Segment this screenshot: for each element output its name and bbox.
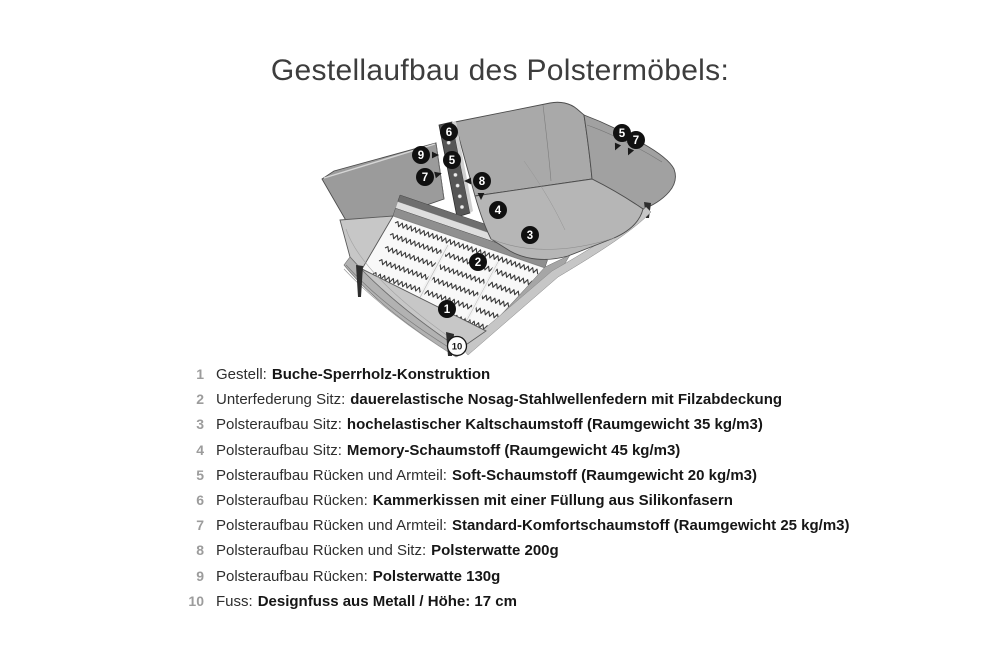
- legend-item: [180, 589, 960, 614]
- legend-text: Polsteraufbau Sitz: Memory-Schaumstoff (Raumgewicht 45 kg/m3): [216, 441, 681, 459]
- legend-text: Polsteraufbau Rücken: Polsterwatte 130g: [216, 567, 501, 585]
- legend-number: 7: [196, 517, 204, 534]
- legend-text: Unterfederung Sitz: dauerelastische Nosag-Stahlwellenfedern mit Filzabdeckung: [216, 391, 783, 409]
- legend-number: 8: [196, 542, 204, 559]
- badge-5: [443, 151, 461, 169]
- badge-9: [412, 146, 430, 164]
- page-title: Gestellaufbau des Polstermöbels:: [270, 54, 730, 87]
- svg-text:3: 3: [526, 230, 534, 242]
- sofa-illustration: [300, 98, 700, 360]
- svg-text:7: 7: [632, 135, 640, 147]
- badge-10: [448, 337, 467, 356]
- badge-1: [438, 300, 456, 318]
- badge-6: [440, 123, 458, 141]
- legend-item: [180, 362, 960, 387]
- legend-item: [180, 513, 960, 538]
- svg-text:6: 6: [445, 127, 453, 139]
- legend-text: Gestell: Buche-Sperrholz-Konstruktion: [216, 366, 491, 383]
- legend-item: [180, 488, 960, 513]
- svg-text:4: 4: [494, 205, 502, 217]
- legend-text: Polsteraufbau Rücken: Kammerkissen mit einer Füllung aus Silikonfasern: [216, 491, 733, 509]
- legend-number: 5: [196, 466, 204, 483]
- legend-number: 4: [196, 441, 204, 458]
- badge-3: [521, 226, 539, 244]
- legend-number: 3: [196, 416, 204, 433]
- legend-text: Polsteraufbau Rücken und Armteil: Soft-Schaumstoff (Raumgewicht 20 kg/m3): [216, 466, 758, 484]
- legend-number: 9: [196, 567, 204, 584]
- svg-text:7: 7: [421, 172, 429, 184]
- legend-number: 10: [188, 592, 204, 609]
- legend-item: [180, 438, 960, 463]
- legend-text: Polsteraufbau Rücken und Sitz: Polsterwatte 200g: [216, 542, 559, 560]
- badge-7: [416, 168, 434, 186]
- legend-item: [180, 538, 960, 563]
- legend-text: Fuss: Designfuss aus Metall / Höhe: 17 cm: [216, 592, 517, 610]
- svg-text:9: 9: [417, 150, 425, 162]
- svg-text:1: 1: [443, 304, 451, 316]
- legend-number: 1: [196, 366, 204, 382]
- legend-list: [180, 362, 960, 614]
- legend-item: [180, 412, 960, 437]
- sofa-leg-left: [356, 265, 363, 297]
- badge-7: [627, 131, 645, 149]
- legend-item: [180, 564, 960, 589]
- svg-text:5: 5: [618, 128, 626, 140]
- legend-number: 6: [196, 491, 204, 508]
- svg-text:2: 2: [474, 257, 482, 269]
- badge-4: [489, 201, 507, 219]
- legend-number: 2: [196, 391, 204, 408]
- legend-item: [180, 387, 960, 412]
- svg-text:8: 8: [478, 176, 486, 188]
- legend-text: Polsteraufbau Sitz: hochelastischer Kaltschaumstoff (Raumgewicht 35 kg/m3): [216, 416, 763, 434]
- svg-text:5: 5: [448, 155, 456, 167]
- badge-8: [473, 172, 491, 190]
- legend-item: [180, 463, 960, 488]
- badge-2: [469, 253, 487, 271]
- sofa-diagram: [300, 98, 700, 360]
- legend-text: Polsteraufbau Rücken und Armteil: Standard-Komfortschaumstoff (Raumgewicht 25 kg/m3): [216, 517, 850, 535]
- svg-text:10: 10: [451, 341, 463, 353]
